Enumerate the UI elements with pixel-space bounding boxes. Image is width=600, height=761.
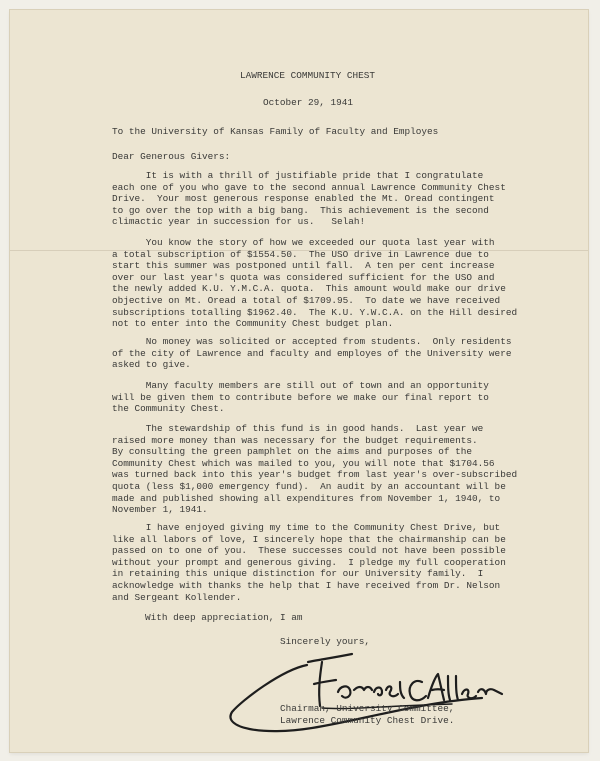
letter-date: October 29, 1941 <box>263 97 354 108</box>
paragraph-4: Many faculty members are still out of town and an opportunity will be given them to contribute before we make our final report to the Community Chest. <box>112 380 489 415</box>
letter-heading: LAWRENCE COMMUNITY CHEST <box>240 70 376 81</box>
signatory-title-line-2: Lawrence Community Chest Drive. <box>280 715 455 726</box>
signatory-title-line-1: Chairman, University Committee, <box>280 703 455 714</box>
letter-addressee: To the University of Kansas Family of Faculty and Employes <box>112 126 439 137</box>
signature-text: Forrest C Allen <box>222 640 232 641</box>
paragraph-1: It is with a thrill of justifiable pride that I congratulate each one of you who gave to the second annual Lawrence Community Chest Drive. Your most generous response enabled the Mt. Oread contingent to go over the top with a big bang. This achievement is the second climactic year in succession for us. Selah! <box>112 170 506 228</box>
letter-closing: With deep appreciation, I am <box>145 612 303 623</box>
letter-salutation: Dear Generous Givers: <box>112 151 231 162</box>
paragraph-6: I have enjoyed giving my time to the Community Chest Drive, but like all labors of love, I sincerely hope that the chairmanship can be passed on to one of you. These successes could not have been possible without your prompt and generous giving. I pledge my full cooperation in retaining this unique distinction for our University family. I acknowledge with thanks the help that I have received from Dr. Nelson and Sergeant Kollender. <box>112 522 506 603</box>
paragraph-2: You know the story of how we exceeded our quota last year with a total subscription of $1554.50. The USO drive in Lawrence due to start this summer was postponed until fall. A ten per cent increase over our last year's quota was considered sufficient for the USO and the newly added K.U. Y.M.C.A. quota. This amount would make our drive objective on Mt. Oread a total of $1709.95. To date we have received subscriptions totalling $1962.40. The K.U. Y.W.C.A. on the Hill desired not to enter into the Community Chest budget plan. <box>112 237 518 330</box>
paragraph-5: The stewardship of this fund is in good hands. Last year we raised more money than was necessary for the budget requirements. By consulting the green pamphlet on the aims and purposes of the Community Chest which was mailed to you, you will note that $1704.56 was turned back into this year's budget from last year's over-subscribed quota (less $1,000 emergency fund). An audit by an accountant will be made and published showing all expenditures from November 1, 1940, to November 1, 1941. <box>112 423 518 516</box>
paragraph-3: No money was solicited or accepted from students. Only residents of the city of Lawrence and faculty and employes of the University were asked to give. <box>112 336 512 371</box>
letter-sign-off: Sincerely yours, <box>280 636 371 647</box>
